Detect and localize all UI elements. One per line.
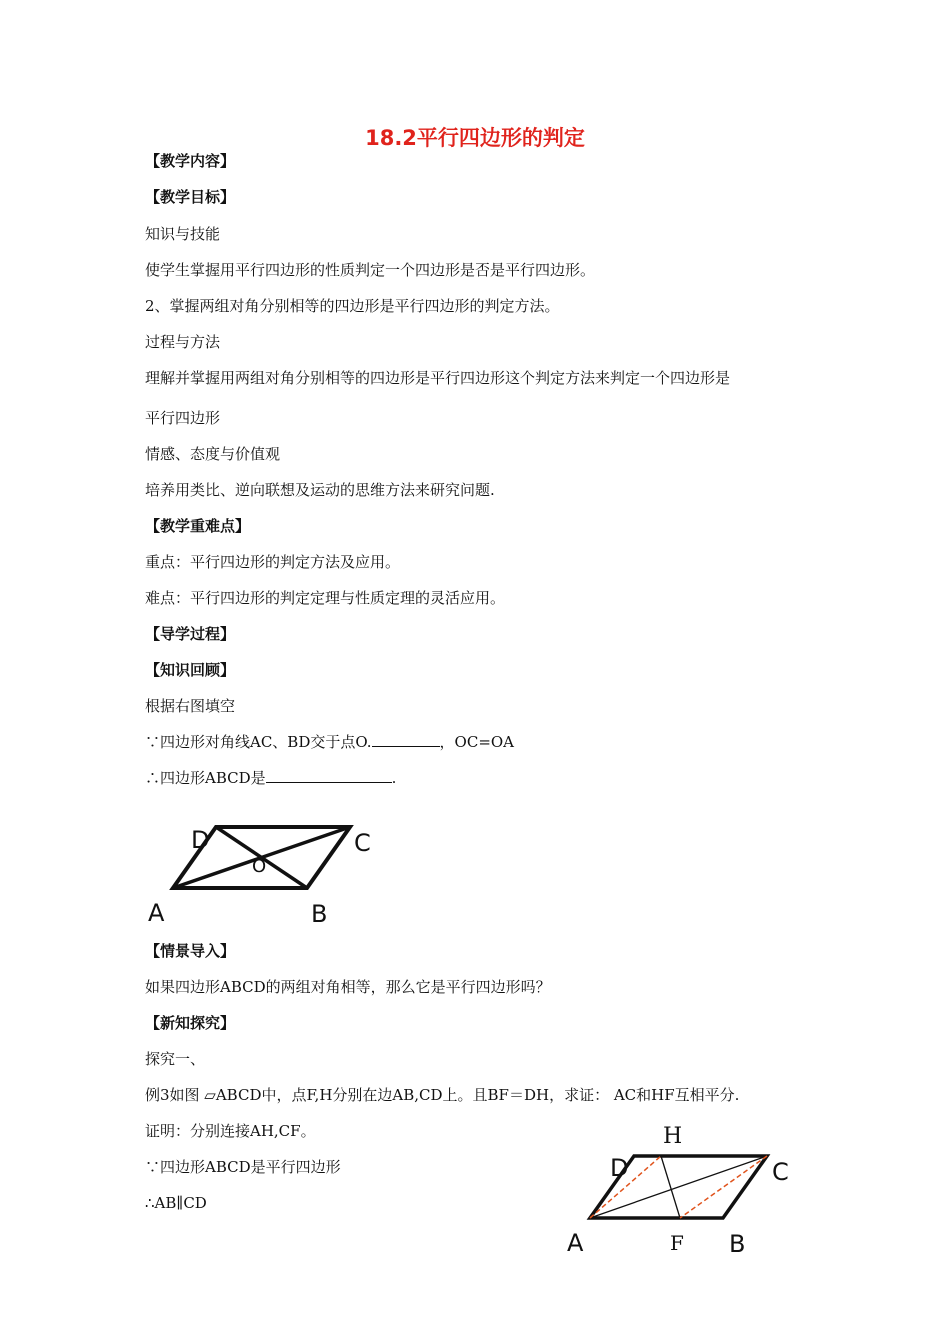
subheading-attitude: 情感、态度与价值观 (145, 445, 281, 463)
vertex-label-d: D (191, 826, 210, 854)
document-title: 18.2平行四边形的判定 (365, 126, 585, 150)
proof-line: 证明：分别连接AH,CF。 (145, 1122, 316, 1140)
vertex-label-b: B (729, 1230, 746, 1258)
vertex-label-c: C (354, 829, 371, 857)
paragraph: 使学生掌握用平行四边形的性质判定一个四边形是否是平行四边形。 (145, 261, 596, 279)
point-label-f: F (670, 1231, 684, 1255)
section-heading-process: 【导学过程】 (145, 625, 236, 643)
paragraph: 如果四边形ABCD的两组对角相等，那么它是平行四边形吗？ (145, 978, 551, 996)
paragraph: 根据右图填空 (145, 697, 236, 715)
proof-line: ∴AB∥CD (145, 1194, 207, 1212)
section-heading-key-points: 【教学重难点】 (145, 517, 251, 535)
vertex-label-c: C (772, 1158, 789, 1186)
fill-in-text: ，OC=OA (439, 733, 515, 751)
example-statement: 例3如图 ▱ABCD中，点F,H分别在边AB,CD上。且BF＝DH，求证： AC和HF互相平分. (145, 1086, 740, 1104)
fill-in-text: ∴四边形ABCD是 (145, 769, 266, 787)
paragraph: 探究一、 (145, 1050, 206, 1068)
segment-cf (680, 1156, 767, 1218)
paragraph: 2、掌握两组对角分别相等的四边形是平行四边形的判定方法。 (145, 297, 560, 315)
paragraph: 重点：平行四边形的判定方法及应用。 (145, 553, 401, 571)
paragraph: 理解并掌握用两组对角分别相等的四边形是平行四边形这个判定方法来判定一个四边形是 (145, 369, 731, 387)
vertex-label-b: B (311, 900, 328, 928)
paragraph: 难点：平行四边形的判定定理与性质定理的灵活应用。 (145, 589, 506, 607)
vertex-label-a: A (567, 1229, 584, 1257)
section-heading-content: 【教学内容】 (145, 152, 236, 170)
point-label-h: H (663, 1124, 683, 1149)
center-label-o: O (252, 856, 267, 877)
section-heading-goals: 【教学目标】 (145, 188, 236, 206)
subheading-knowledge: 知识与技能 (145, 225, 221, 243)
paragraph: 平行四边形 (145, 409, 221, 427)
section-heading-scenario: 【情景导入】 (145, 942, 236, 960)
subheading-process: 过程与方法 (145, 333, 221, 351)
paragraph: 培养用类比、逆向联想及运动的思维方法来研究问题. (145, 481, 495, 499)
section-heading-review: 【知识回顾】 (145, 661, 236, 679)
fill-in-text: . (391, 769, 397, 787)
fill-in-text: ∵四边形对角线AC、BD交于点O. (145, 733, 372, 751)
proof-line: ∵四边形ABCD是平行四边形 (145, 1158, 341, 1176)
vertex-label-a: A (148, 899, 165, 927)
section-heading-explore: 【新知探究】 (145, 1014, 236, 1032)
vertex-label-d: D (610, 1154, 629, 1182)
